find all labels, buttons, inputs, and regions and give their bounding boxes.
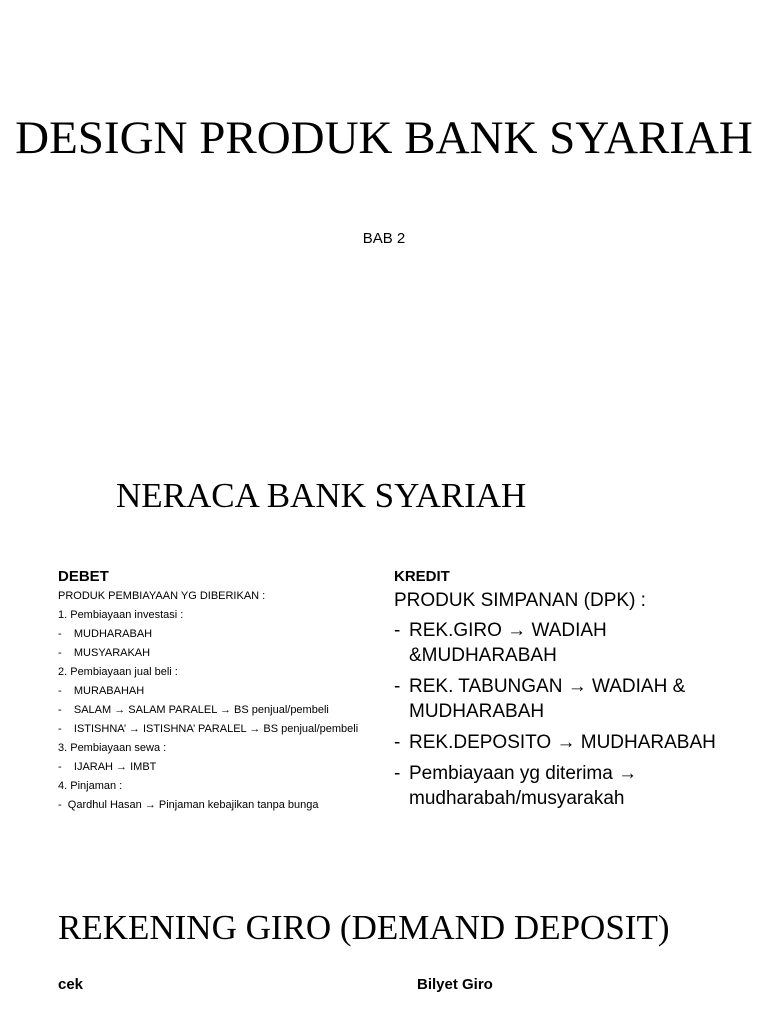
debet-heading: DEBET <box>58 568 109 585</box>
debet-intro: PRODUK PEMBIAYAAN YG DIBERIKAN : <box>58 590 266 602</box>
debet-line: 2. Pembiayaan jual beli : <box>58 666 178 678</box>
kredit-bullet-text: Pembiayaan yg diterima → mudharabah/musyarakah <box>409 763 638 809</box>
kredit-heading: KREDIT <box>394 568 450 585</box>
slide-subtitle: BAB 2 <box>362 230 406 247</box>
slide-title: REKENING GIRO (DEMAND DEPOSIT) <box>58 908 670 947</box>
slide-title: NERACA BANK SYARIAH <box>116 476 527 515</box>
debet-line: - ISTISHNA’ → ISTISHNA’ PARALEL → BS penjual/pembeli <box>58 723 359 735</box>
debet-line: - MUDHARABAH <box>58 628 153 640</box>
giro-slide <box>0 872 768 1024</box>
kredit-bullet-text: REK.DEPOSITO → MUDHARABAH <box>409 732 716 753</box>
cek-label: cek <box>58 976 84 993</box>
debet-line: - MURABAHAH <box>58 685 145 697</box>
slide-title: DESIGN PRODUK BANK SYARIAH <box>15 112 753 164</box>
debet-line: 1. Pembiayaan investasi : <box>58 609 184 621</box>
balance-sheet-slide <box>0 432 768 872</box>
kredit-bullet: - REK. TABUNGAN → WADIAH & MUDHARABAH <box>394 674 744 724</box>
kredit-intro: PRODUK SIMPANAN (DPK) : <box>394 590 646 611</box>
debet-column <box>58 568 388 815</box>
kredit-bullet-text: REK. TABUNGAN → WADIAH & MUDHARABAH <box>409 676 686 722</box>
kredit-bullet: - REK.GIRO → WADIAH &MUDHARABAH <box>394 618 744 668</box>
kredit-column <box>394 568 744 817</box>
debet-line: - SALAM → SALAM PARALEL → BS penjual/pembeli <box>58 704 329 716</box>
debet-line: - MUSYARAKAH <box>58 647 151 659</box>
kredit-bullet-text: REK.GIRO → WADIAH &MUDHARABAH <box>409 620 607 666</box>
bilyet-giro-label: Bilyet Giro <box>417 976 493 993</box>
debet-line: 3. Pembiayaan sewa : <box>58 742 167 754</box>
debet-line: - IJARAH → IMBT <box>58 761 157 773</box>
kredit-bullet: - REK.DEPOSITO → MUDHARABAH <box>394 732 716 753</box>
debet-line: 4. Pinjaman : <box>58 780 123 792</box>
title-slide <box>0 0 768 432</box>
debet-line: - Qardhul Hasan → Pinjaman kebajikan tanpa bunga <box>58 799 319 811</box>
kredit-bullet: - Pembiayaan yg diterima → mudharabah/musyarakah <box>394 761 744 811</box>
